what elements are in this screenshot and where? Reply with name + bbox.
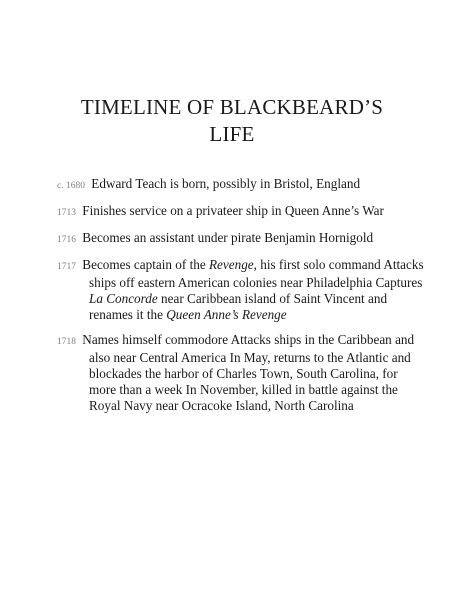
entry-text-part: , his first solo command Attacks ships off eastern American colonies near Philadelphia Captures [89,257,424,290]
entry-text: Names himself commodore Attacks ships in the Caribbean and also near Central America In May, returns to the Atlantic and blockades the harbor of Charles Town, South Carolina, for more than a week In November, killed in battle against the Royal Navy near Ocracoke Island, North Carolina [82,332,415,413]
page-title [40,94,424,148]
entry-year: 1718 [57,337,76,347]
entry-text-part: Becomes captain of the [82,257,209,272]
timeline-entry-1716 [57,230,427,248]
timeline-entry-1680 [57,176,427,194]
entry-year: 1713 [57,208,76,218]
ship-name-revenge: Revenge [209,257,254,272]
title-line-2: LIFE [209,122,255,146]
timeline-entry-1718 [57,332,427,414]
entry-text: Edward Teach is born, possibly in Bristol, England [91,176,361,191]
entry-text: Finishes service on a privateer ship in Queen Anne’s War [82,203,384,218]
timeline-entry-1713 [57,203,427,221]
timeline-list [57,176,427,423]
entry-year: 1716 [57,235,76,245]
entry-year: c. 1680 [57,181,85,191]
ship-name-queen-annes-revenge: Queen Anne’s Revenge [166,307,287,322]
entry-year: 1717 [57,262,76,272]
entry-text: Becomes an assistant under pirate Benjamin Hornigold [82,230,374,245]
timeline-entry-1717 [57,257,427,323]
entry-text-part: near Caribbean island of Saint Vincent and renames it the [89,291,388,322]
ship-name-la-concorde: La Concorde [89,291,158,306]
title-line-1: TIMELINE OF BLACKBEARD’S [80,95,384,119]
